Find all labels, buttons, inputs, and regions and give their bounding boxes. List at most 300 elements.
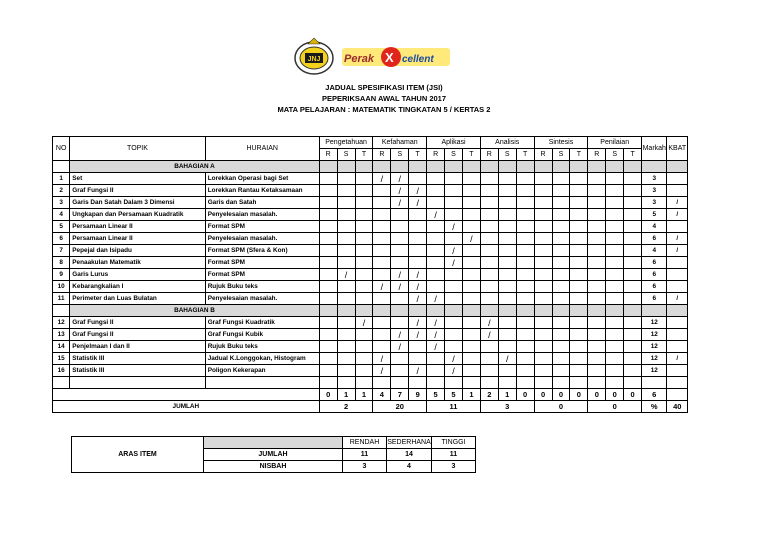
level-cell xyxy=(337,353,355,365)
level-cell xyxy=(516,341,534,353)
sublevel-header: R xyxy=(373,149,391,161)
level-cell xyxy=(319,257,337,269)
blank-cell xyxy=(337,377,355,389)
level-cell xyxy=(624,197,642,209)
aras-value: 14 xyxy=(387,449,432,461)
row-markah: 6 xyxy=(642,293,667,305)
level-cell xyxy=(391,353,409,365)
level-cell xyxy=(373,245,391,257)
level-cell xyxy=(427,353,445,365)
level-cell xyxy=(606,233,624,245)
level-cell xyxy=(552,185,570,197)
level-cell xyxy=(373,257,391,269)
row-kbat xyxy=(667,329,688,341)
section-fill xyxy=(552,305,570,317)
level-cell xyxy=(480,233,498,245)
sublevel-header: S xyxy=(391,149,409,161)
row-topik: Graf Fungsi II xyxy=(70,185,205,197)
row-markah: 12 xyxy=(642,353,667,365)
table-row xyxy=(53,257,688,269)
section-fill xyxy=(337,161,355,173)
level-cell xyxy=(409,173,427,185)
jumlah-markah: % xyxy=(642,401,667,413)
section-fill xyxy=(588,161,606,173)
level-cell xyxy=(624,341,642,353)
level-cell xyxy=(552,245,570,257)
level-cell xyxy=(355,185,373,197)
row-topik: Ungkapan dan Persamaan Kuadratik xyxy=(70,209,205,221)
level-cell xyxy=(516,209,534,221)
level-cell xyxy=(534,209,552,221)
level-cell xyxy=(319,269,337,281)
level-cell xyxy=(624,245,642,257)
level-cell xyxy=(498,233,516,245)
level-cell xyxy=(534,197,552,209)
tick-mark: / xyxy=(445,221,463,233)
level-cell xyxy=(534,269,552,281)
level-cell xyxy=(588,221,606,233)
level-cell xyxy=(445,317,463,329)
tick-mark: / xyxy=(409,197,427,209)
level-cell xyxy=(337,293,355,305)
level-cell xyxy=(534,365,552,377)
level-cell xyxy=(534,233,552,245)
level-cell xyxy=(588,233,606,245)
level-cell xyxy=(588,341,606,353)
level-cell xyxy=(427,185,445,197)
level-cell xyxy=(319,281,337,293)
row-kbat: / xyxy=(667,245,688,257)
row-markah: 12 xyxy=(642,365,667,377)
level-cell xyxy=(606,185,624,197)
section-fill xyxy=(373,305,391,317)
level-cell xyxy=(588,353,606,365)
row-huraian: Format SPM xyxy=(205,257,319,269)
level-cell xyxy=(606,173,624,185)
row-no: 5 xyxy=(53,221,70,233)
level-cell xyxy=(319,353,337,365)
level-cell xyxy=(409,209,427,221)
level-cell xyxy=(498,317,516,329)
section-fill xyxy=(642,305,667,317)
level-cell xyxy=(498,209,516,221)
aras-header-tinggi: TINGGI xyxy=(432,437,476,449)
level-header: Analisis xyxy=(480,137,534,149)
level-cell xyxy=(624,293,642,305)
blank-cell xyxy=(570,377,588,389)
section-fill xyxy=(588,305,606,317)
tick-mark: / xyxy=(391,197,409,209)
level-cell xyxy=(516,197,534,209)
level-cell xyxy=(337,341,355,353)
svg-text:cellent: cellent xyxy=(402,54,434,65)
level-cell xyxy=(319,233,337,245)
level-cell xyxy=(552,293,570,305)
level-cell xyxy=(624,209,642,221)
level-cell xyxy=(552,317,570,329)
level-cell xyxy=(588,185,606,197)
level-cell xyxy=(355,353,373,365)
tick-mark: / xyxy=(409,293,427,305)
row-topik: Graf Fungsi II xyxy=(70,317,205,329)
table-row xyxy=(53,365,688,377)
level-header: Kefahaman xyxy=(373,137,427,149)
level-cell xyxy=(337,365,355,377)
row-topik: Garis Dan Satah Dalam 3 Dimensi xyxy=(70,197,205,209)
level-cell xyxy=(462,173,480,185)
header-line-2: PEPERIKSAAN AWAL TAHUN 2017 xyxy=(321,94,447,103)
level-cell xyxy=(373,293,391,305)
row-kbat: / xyxy=(667,353,688,365)
blank-cell xyxy=(409,377,427,389)
level-cell xyxy=(498,293,516,305)
level-cell xyxy=(462,341,480,353)
aras-item-label: ARAS ITEM xyxy=(72,437,204,473)
level-cell xyxy=(534,281,552,293)
section-fill xyxy=(667,305,688,317)
counts-kbat-blank xyxy=(667,389,688,401)
level-cell xyxy=(480,185,498,197)
row-huraian: Jadual K.Longgokan, Histogram xyxy=(205,353,319,365)
level-cell xyxy=(462,185,480,197)
tick-mark: / xyxy=(391,173,409,185)
row-huraian: Format SPM xyxy=(205,221,319,233)
level-cell xyxy=(534,173,552,185)
row-huraian: Rujuk Buku teks xyxy=(205,281,319,293)
section-fill xyxy=(667,161,688,173)
level-cell xyxy=(624,317,642,329)
sublevel-header: R xyxy=(427,149,445,161)
section-fill xyxy=(319,161,337,173)
blank-cell xyxy=(70,377,205,389)
blank-cell xyxy=(462,377,480,389)
level-cell xyxy=(445,281,463,293)
level-cell xyxy=(498,257,516,269)
section-fill xyxy=(642,161,667,173)
level-cell xyxy=(624,233,642,245)
sublevel-header: T xyxy=(624,149,642,161)
level-cell xyxy=(427,221,445,233)
tick-mark: / xyxy=(391,281,409,293)
row-markah: 5 xyxy=(642,209,667,221)
level-cell xyxy=(570,365,588,377)
table-row xyxy=(53,353,688,365)
level-cell xyxy=(498,221,516,233)
level-cell xyxy=(516,365,534,377)
level-cell xyxy=(534,245,552,257)
level-cell xyxy=(373,329,391,341)
row-markah: 3 xyxy=(642,173,667,185)
aras-item-table xyxy=(71,436,476,473)
section-fill xyxy=(534,161,552,173)
tick-mark: / xyxy=(462,233,480,245)
section-fill xyxy=(606,161,624,173)
jumlah-level-total: 0 xyxy=(588,401,642,413)
level-cell xyxy=(498,281,516,293)
count-cell: 1 xyxy=(355,389,373,401)
section-fill xyxy=(445,161,463,173)
row-markah: 3 xyxy=(642,197,667,209)
tick-mark: / xyxy=(409,317,427,329)
section-fill xyxy=(409,161,427,173)
section-fill xyxy=(606,305,624,317)
level-cell xyxy=(355,245,373,257)
blank-cell xyxy=(606,377,624,389)
jumlah-level-total: 2 xyxy=(319,401,373,413)
svg-text:X: X xyxy=(385,50,394,65)
item-specification-table xyxy=(52,136,688,413)
level-cell xyxy=(462,269,480,281)
row-huraian: Rujuk Buku teks xyxy=(205,341,319,353)
level-cell xyxy=(391,317,409,329)
level-cell xyxy=(552,269,570,281)
level-cell xyxy=(373,221,391,233)
level-cell xyxy=(462,281,480,293)
tick-mark: / xyxy=(427,293,445,305)
row-no: 14 xyxy=(53,341,70,353)
level-cell xyxy=(391,233,409,245)
row-topik: Statistik III xyxy=(70,353,205,365)
col-no-header: NO xyxy=(53,137,70,161)
level-cell xyxy=(516,185,534,197)
level-cell xyxy=(480,221,498,233)
level-cell xyxy=(516,293,534,305)
blank-cell xyxy=(53,377,70,389)
row-no: 4 xyxy=(53,209,70,221)
level-cell xyxy=(480,365,498,377)
level-cell xyxy=(337,317,355,329)
level-cell xyxy=(552,329,570,341)
level-cell xyxy=(570,341,588,353)
row-huraian: Garis dan Satah xyxy=(205,197,319,209)
col-kbat-header: KBAT xyxy=(667,137,688,161)
aras-value: 4 xyxy=(387,461,432,473)
section-fill xyxy=(552,161,570,173)
level-cell xyxy=(480,281,498,293)
row-huraian: Graf Fungsi Kuadratik xyxy=(205,317,319,329)
tick-mark: / xyxy=(480,329,498,341)
blank-cell xyxy=(642,377,667,389)
level-cell xyxy=(373,185,391,197)
level-cell xyxy=(355,365,373,377)
level-cell xyxy=(498,173,516,185)
blank-cell xyxy=(624,377,642,389)
level-cell xyxy=(462,317,480,329)
level-cell xyxy=(606,317,624,329)
blank-cell xyxy=(552,377,570,389)
tick-mark: / xyxy=(373,281,391,293)
sublevel-header: R xyxy=(534,149,552,161)
counts-label-blank xyxy=(53,389,320,401)
level-cell xyxy=(391,209,409,221)
sublevel-header: T xyxy=(516,149,534,161)
row-kbat xyxy=(667,317,688,329)
count-cell: 5 xyxy=(427,389,445,401)
level-cell xyxy=(516,329,534,341)
row-kbat: / xyxy=(667,233,688,245)
blank-cell xyxy=(445,377,463,389)
row-markah: 6 xyxy=(642,257,667,269)
level-cell xyxy=(319,317,337,329)
count-cell: 5 xyxy=(445,389,463,401)
jumlah-level-total: 11 xyxy=(427,401,481,413)
level-cell xyxy=(409,257,427,269)
tick-mark: / xyxy=(445,353,463,365)
level-cell xyxy=(570,233,588,245)
row-markah: 6 xyxy=(642,269,667,281)
row-no: 9 xyxy=(53,269,70,281)
row-no: 2 xyxy=(53,185,70,197)
tick-mark: / xyxy=(355,317,373,329)
blank-cell xyxy=(588,377,606,389)
row-no: 16 xyxy=(53,365,70,377)
section-fill xyxy=(462,161,480,173)
row-kbat xyxy=(667,173,688,185)
section-fill xyxy=(427,161,445,173)
level-cell xyxy=(534,353,552,365)
level-cell xyxy=(606,353,624,365)
row-markah: 6 xyxy=(642,281,667,293)
level-cell xyxy=(588,317,606,329)
level-cell xyxy=(516,257,534,269)
level-cell xyxy=(462,197,480,209)
level-cell xyxy=(606,281,624,293)
row-no: 11 xyxy=(53,293,70,305)
level-cell xyxy=(570,209,588,221)
row-kbat xyxy=(667,341,688,353)
level-cell xyxy=(606,293,624,305)
row-no: 6 xyxy=(53,233,70,245)
level-header: Aplikasi xyxy=(427,137,481,149)
level-cell xyxy=(373,197,391,209)
level-cell xyxy=(373,233,391,245)
level-cell xyxy=(498,185,516,197)
level-cell xyxy=(409,245,427,257)
tick-mark: / xyxy=(409,281,427,293)
level-cell xyxy=(606,221,624,233)
tick-mark: / xyxy=(498,353,516,365)
section-fill xyxy=(445,305,463,317)
row-markah: 12 xyxy=(642,329,667,341)
row-kbat xyxy=(667,281,688,293)
row-markah: 12 xyxy=(642,317,667,329)
level-cell xyxy=(552,365,570,377)
table-row xyxy=(53,317,688,329)
row-no: 3 xyxy=(53,197,70,209)
jumlah-level-total: 20 xyxy=(373,401,427,413)
level-cell xyxy=(606,329,624,341)
level-cell xyxy=(480,293,498,305)
level-cell xyxy=(516,233,534,245)
aras-value: 3 xyxy=(343,461,387,473)
level-cell xyxy=(337,197,355,209)
level-cell xyxy=(606,197,624,209)
section-fill xyxy=(355,161,373,173)
tick-mark: / xyxy=(445,257,463,269)
level-cell xyxy=(624,281,642,293)
blank-cell xyxy=(427,377,445,389)
sublevel-header: S xyxy=(498,149,516,161)
level-cell xyxy=(462,257,480,269)
row-topik: Persamaan Linear II xyxy=(70,221,205,233)
tick-mark: / xyxy=(391,269,409,281)
level-cell xyxy=(319,293,337,305)
row-kbat xyxy=(667,185,688,197)
level-cell xyxy=(588,365,606,377)
tick-mark: / xyxy=(373,353,391,365)
section-fill xyxy=(624,161,642,173)
document-header xyxy=(0,82,768,115)
level-cell xyxy=(319,341,337,353)
section-fill xyxy=(355,305,373,317)
level-cell xyxy=(552,281,570,293)
level-cell xyxy=(624,185,642,197)
level-cell xyxy=(409,353,427,365)
tick-mark: / xyxy=(391,185,409,197)
count-cell: 0 xyxy=(552,389,570,401)
row-huraian: Lorekkan Rantau Ketaksamaan xyxy=(205,185,319,197)
row-no: 12 xyxy=(53,317,70,329)
level-cell xyxy=(480,197,498,209)
level-cell xyxy=(534,221,552,233)
counts-markah: 6 xyxy=(642,389,667,401)
jumlah-kbat: 40 xyxy=(667,401,688,413)
level-cell xyxy=(319,209,337,221)
level-cell xyxy=(624,269,642,281)
row-markah: 3 xyxy=(642,185,667,197)
tick-mark: / xyxy=(337,269,355,281)
count-cell: 0 xyxy=(606,389,624,401)
table-row xyxy=(53,293,688,305)
row-topik: Statistik III xyxy=(70,365,205,377)
level-cell xyxy=(534,341,552,353)
section-fill xyxy=(319,305,337,317)
table-row xyxy=(53,281,688,293)
sublevel-header: S xyxy=(337,149,355,161)
sublevel-header: S xyxy=(552,149,570,161)
section-fill xyxy=(480,305,498,317)
count-cell: 2 xyxy=(480,389,498,401)
sublevel-header: S xyxy=(606,149,624,161)
level-cell xyxy=(319,173,337,185)
level-cell xyxy=(462,221,480,233)
blank-cell xyxy=(534,377,552,389)
level-cell xyxy=(570,293,588,305)
tick-mark: / xyxy=(445,245,463,257)
section-fill xyxy=(391,161,409,173)
row-kbat: / xyxy=(667,197,688,209)
level-cell xyxy=(319,197,337,209)
level-cell xyxy=(445,197,463,209)
count-cell: 0 xyxy=(516,389,534,401)
level-cell xyxy=(588,197,606,209)
blank-cell xyxy=(205,377,319,389)
sublevel-header: T xyxy=(570,149,588,161)
level-cell xyxy=(427,197,445,209)
level-cell xyxy=(445,293,463,305)
level-cell xyxy=(624,365,642,377)
blank-cell xyxy=(355,377,373,389)
level-cell xyxy=(570,245,588,257)
row-topik: Penjelmaan I dan II xyxy=(70,341,205,353)
tick-mark: / xyxy=(427,317,445,329)
level-cell xyxy=(462,245,480,257)
level-cell xyxy=(552,209,570,221)
table-row xyxy=(53,329,688,341)
level-cell xyxy=(516,245,534,257)
row-huraian: Format SPM (Sfera & Kon) xyxy=(205,245,319,257)
aras-value: 3 xyxy=(432,461,476,473)
